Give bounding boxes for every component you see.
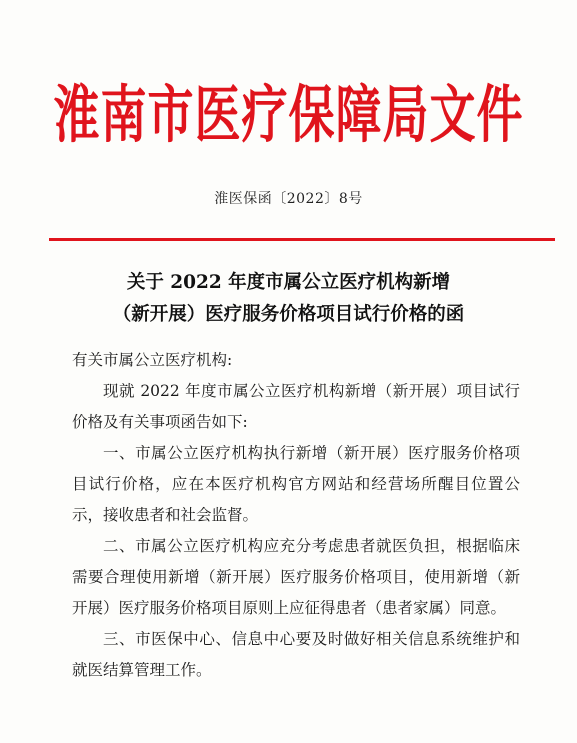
subject-line-2: （新开展）医疗服务价格项目试行价格的函: [112, 304, 465, 325]
body-paragraph-3: 三、市医保中心、信息中心要及时做好相关信息系统维护和就医结算管理工作。: [72, 630, 520, 679]
document-header-title: 淮南市医疗保障局文件: [53, 78, 524, 152]
addressee: 有关市属公立医疗机构:: [72, 351, 233, 369]
body-paragraph-intro: 现就 2022 年度市属公立医疗机构新增（新开展）项目试行价格及有关事项函告如下:: [72, 382, 520, 431]
document-number: 淮医保函〔2022〕8号: [214, 191, 363, 207]
body-paragraph-2: 二、市属公立医疗机构应充分考虑患者就医负担，根据临床需要合理使用新增（新开展）医疗服务价格项目，使用新增（新开展）医疗服务价格项目原则上应征得患者（患者家属）同意。: [72, 537, 520, 617]
red-divider-line: [49, 238, 555, 241]
body-paragraph-1: 一、市属公立医疗机构执行新增（新开展）医疗服务价格项目试行价格，应在本医疗机构官方网站和经营场所醒目位置公示，接收患者和社会监督。: [72, 444, 520, 524]
subject-line-1: 关于 2022 年度市属公立医疗机构新增: [126, 272, 451, 293]
